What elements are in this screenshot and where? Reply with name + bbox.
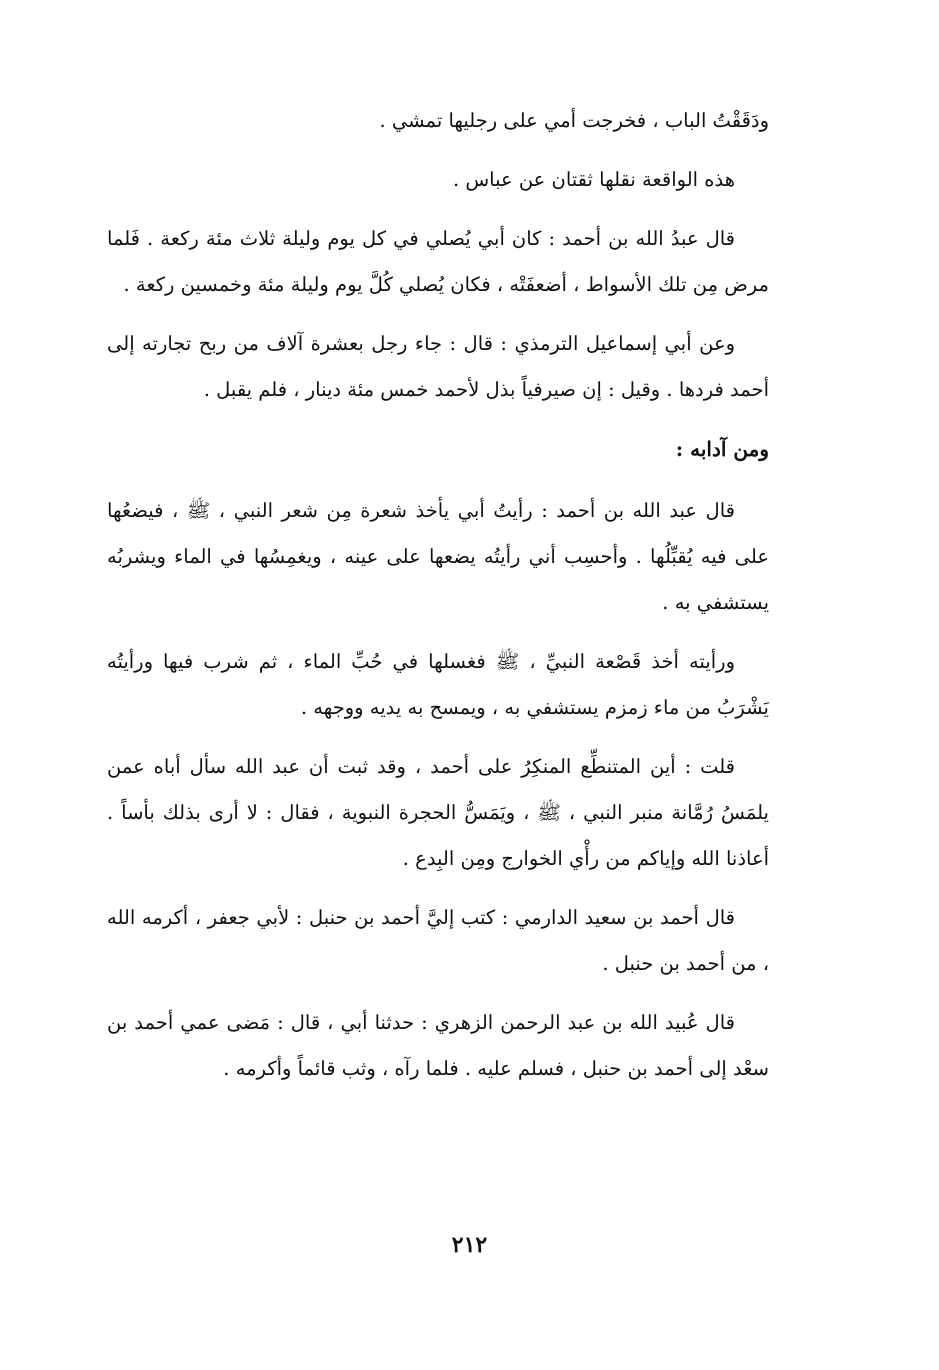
paragraph-prayer: قال عبدُ الله بن أحمد : كان أبي يُصلي في كل يوم وليلة ثلاث مئة ركعة . فَلما مرض مِن تلك الأسواط ، أضعفَتْه ، فكان يُصلي كُلَّ يوم وليلة مئة وخمسين ركعة .: [107, 227, 769, 296]
paragraph-narration-note: هذه الواقعة نقلها ثقتان عن عباس .: [452, 168, 735, 191]
paragraph-commentary: قلت : أين المتنطِّع المنكِرُ على أحمد ، وقد ثبت أن عبد الله سأل أباه عمن يلمَسُ رُمَّانة منبر النبي ، ﷺ ، ويَمَسُّ الحجرة النبوية ، فقال : لا أرى بذلك بأساً . أعاذنا الله وإياكم من رأْي الخوارج ومِن البِدع .: [107, 755, 769, 870]
page-body: [107, 98, 769, 1105]
paragraph-hair: قال عبد الله بن أحمد : رأيتُ أبي يأخذ شعرة مِن شعر النبي ، ﷺ ، فيضعُها على فيه يُقبِّلُها . وأحسِب أني رأيتُه يضعها على عينه ، ويغمِسُها في الماء ويشربُه يستشفي به .: [107, 499, 769, 614]
paragraph-opening: ودَقَقْتُ الباب ، فخرجت أمي على رجليها تمشي .: [379, 109, 769, 132]
paragraph-refusal: وعن أبي إسماعيل الترمذي : قال : جاء رجل بعشرة آلاف من ربح تجارته إلى أحمد فردها . وقيل : إن صيرفياً بذل لأحمد خمس مئة دينار ، فلم يقبل .: [107, 332, 769, 401]
section-heading: ومن آدابه :: [675, 437, 769, 461]
paragraph-letter: قال أحمد بن سعيد الدارمي : كتب إليَّ أحمد بن حنبل : لأبي جعفر ، أكرمه الله ، من أحمد بن حنبل .: [107, 906, 769, 975]
page-number: ٢١٢: [451, 1232, 488, 1258]
paragraph-visit: قال عُبيد الله بن عبد الرحمن الزهري : حدثنا أبي ، قال : مَضى عمي أحمد بن سعْد إلى أحمد بن حنبل ، فسلم عليه . فلما رآه ، وثب قائماً وأكرمه .: [107, 1011, 769, 1080]
paragraph-bowl: ورأيته أخذ قَصْعة النبيِّ ، ﷺ فغسلها في حُبِّ الماء ، ثم شرب فيها ورأيتُه يَشْرَبُ من ماء زمزم يستشفي به ، ويمسح به يديه ووجهه .: [107, 650, 769, 719]
